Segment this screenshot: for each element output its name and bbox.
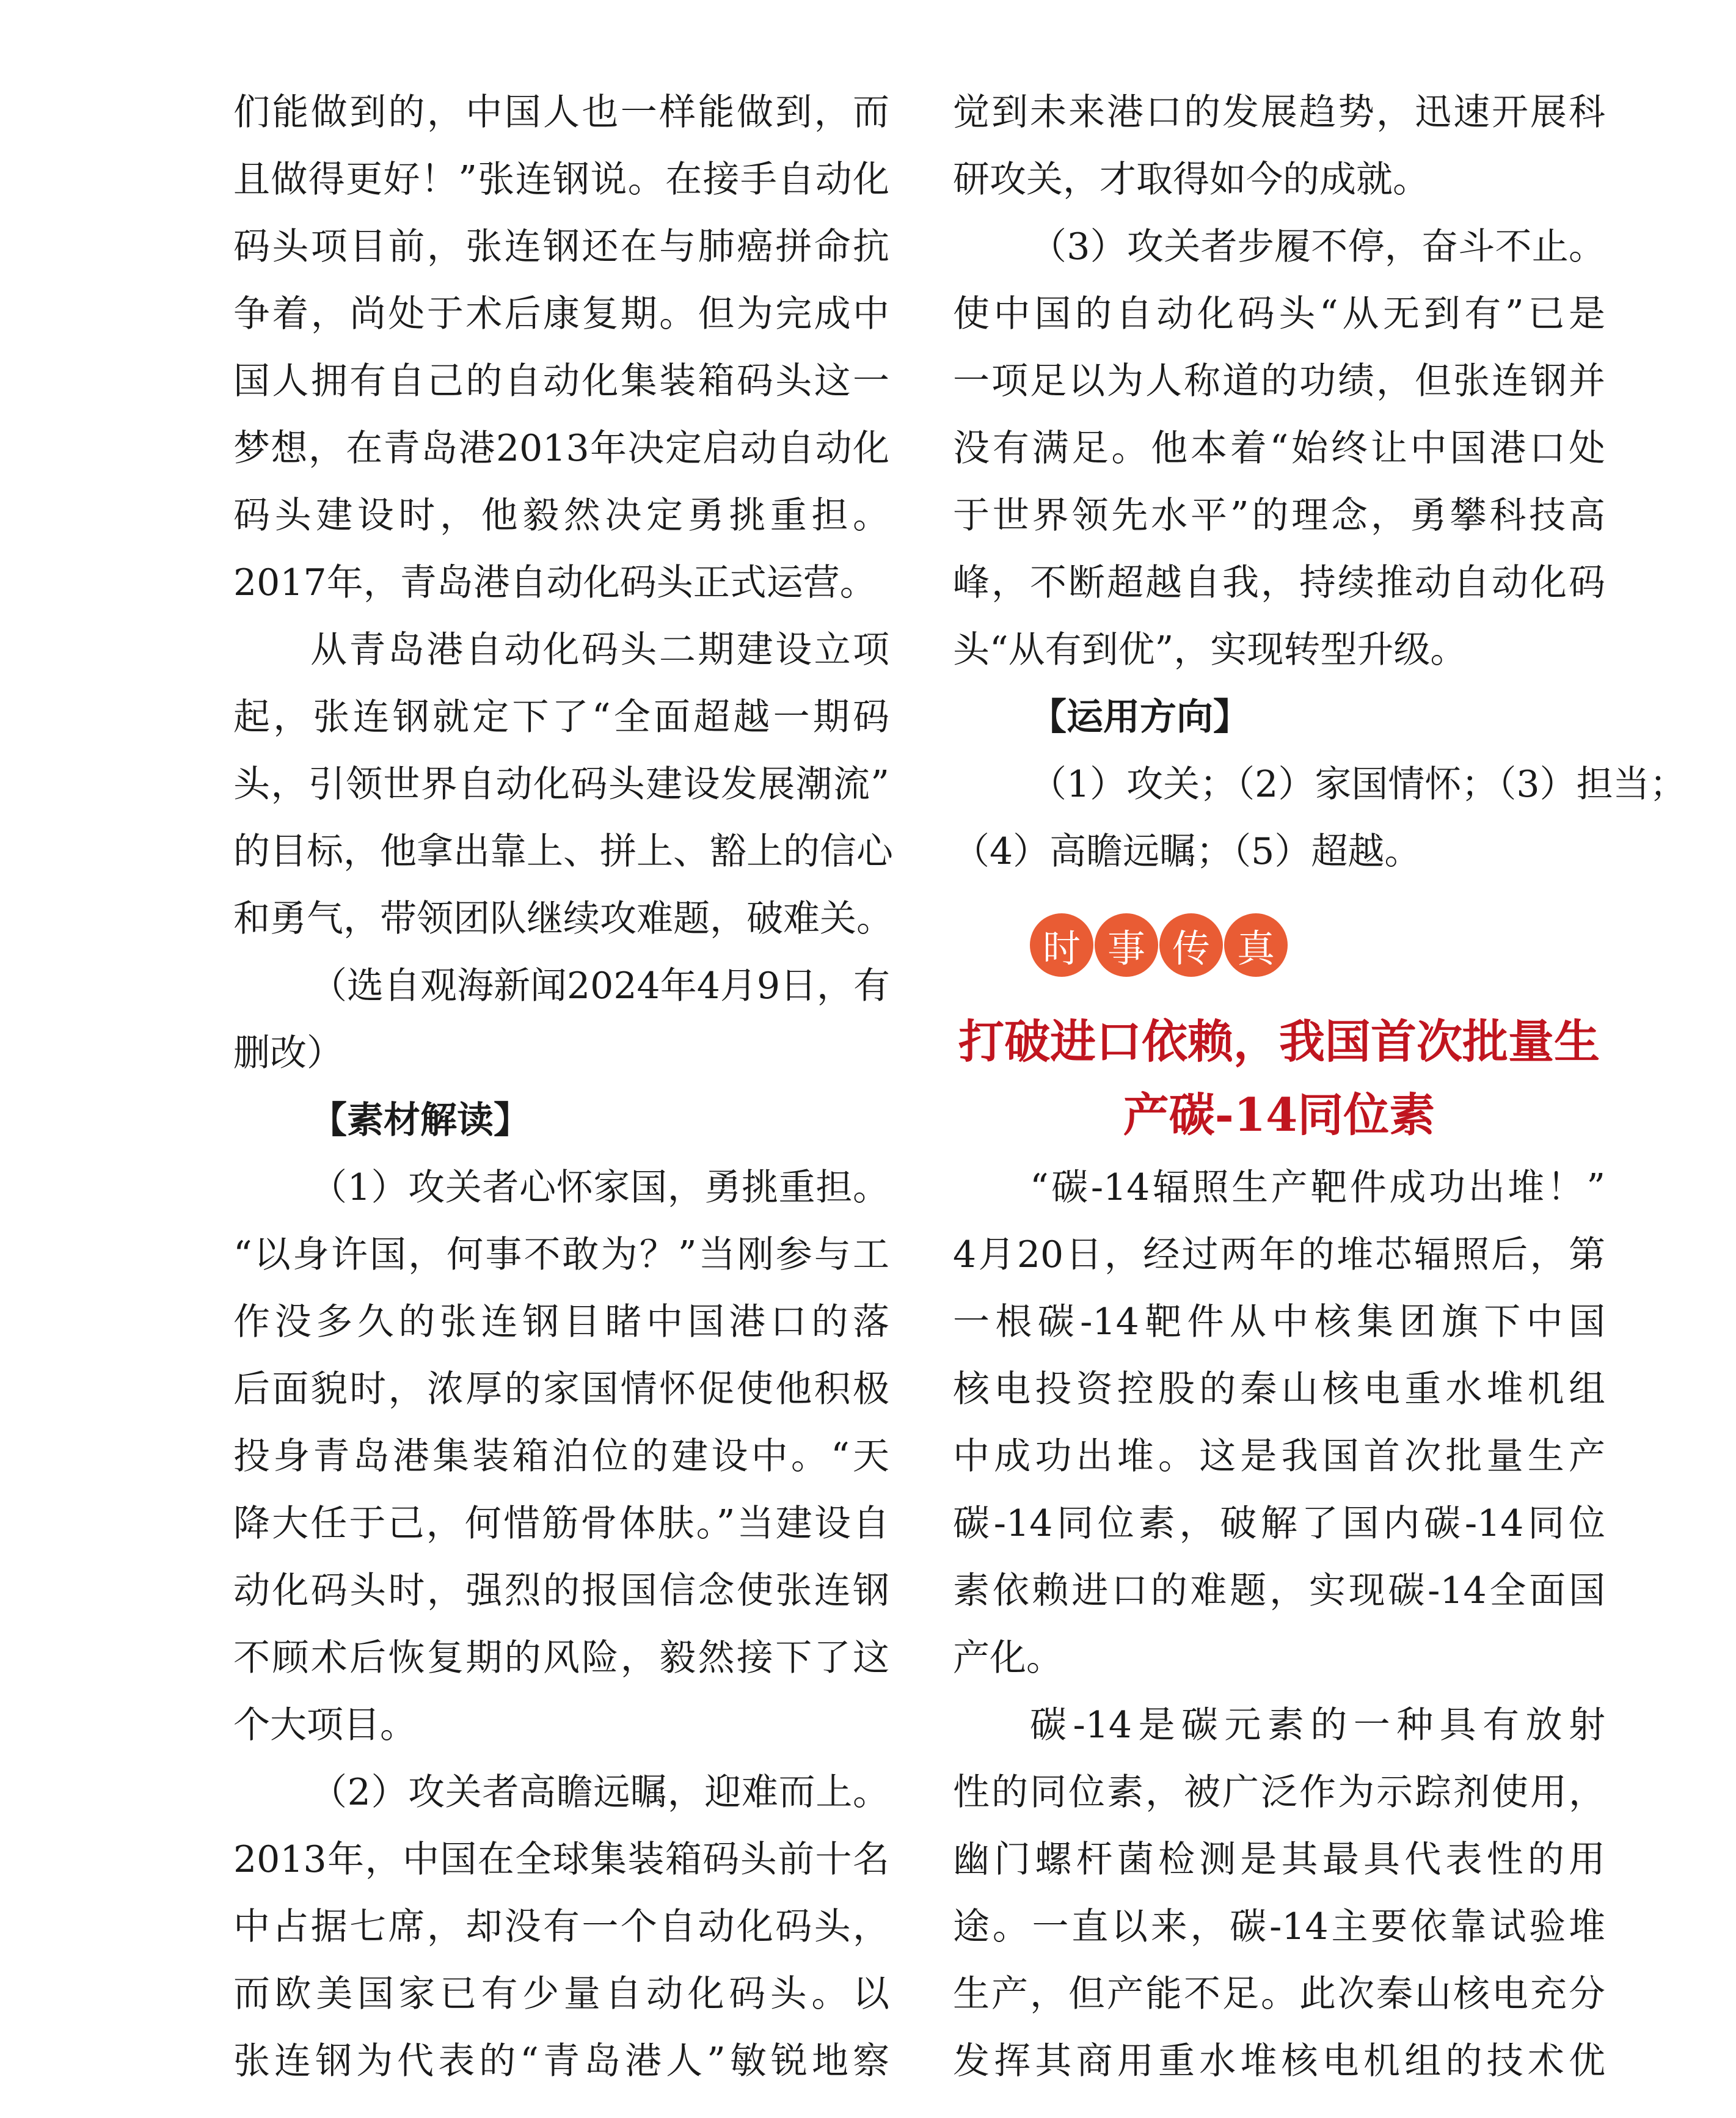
text-line: 从青岛港自动化码头二期建设立项: [310, 629, 889, 671]
text-line: 性的同位素，被广泛作为示踪剂使用，: [953, 1771, 1605, 1814]
text-line: 4月20日，经过两年的堆芯辐照后，第: [953, 1233, 1605, 1276]
text-line: “以身许国，何事不敢为？”当刚参与工: [233, 1233, 889, 1276]
text-line: 峰，不断超越自我，持续推动自动化码: [953, 561, 1605, 604]
text-line: 起，张连钢就定下了“全面超越一期码: [233, 696, 889, 739]
text-line: 产化。: [953, 1637, 1063, 1679]
text-line: 中成功出堆。这是我国首次批量生产: [953, 1435, 1605, 1478]
news-title-line-2: 产碳-14同位素: [1123, 1088, 1435, 1142]
text-line: 发挥其商用重水堆核电机组的技术优: [953, 2040, 1605, 2083]
text-line: 争着，尚处于术后康复期。但为完成中: [233, 293, 889, 335]
text-line: 2017年，青岛港自动化码头正式运营。: [233, 561, 877, 604]
badge-char: 事: [1095, 913, 1158, 977]
text-line: 和勇气，带领团队继续攻难题，破难关。: [233, 897, 893, 940]
text-line: 一根碳-14靶件从中核集团旗下中国: [953, 1301, 1605, 1343]
text-line: 2013年，中国在全球集装箱码头前十名: [233, 1838, 889, 1881]
text-line: 们能做到的，中国人也一样能做到，而: [233, 91, 889, 134]
text-line: 国人拥有自己的自动化集装箱码头这一: [233, 360, 889, 403]
text-line: 后面貌时，浓厚的家国情怀促使他积极: [233, 1368, 889, 1411]
text-line: 幽门螺杆菌检测是其最具代表性的用: [953, 1838, 1605, 1881]
badge-char: 真: [1224, 913, 1288, 977]
text-line: 没有满足。他本着“始终让中国港口处: [953, 427, 1605, 470]
text-line: 而欧美国家已有少量自动化码头。以: [233, 1973, 889, 2015]
badge-char: 传: [1159, 913, 1223, 977]
text-line: 梦想，在青岛港2013年决定启动自动化: [233, 427, 889, 470]
text-line: 码头项目前，张连钢还在与肺癌拼命抗: [233, 225, 889, 268]
text-line: （2）攻关者高瞻远瞩，迎难而上。: [310, 1771, 889, 1814]
text-line: （选自观海新闻2024年4月9日，有: [310, 965, 891, 1007]
section-heading: 【素材解读】: [310, 1099, 530, 1142]
text-line: 删改）: [233, 1032, 343, 1075]
text-line: 投身青岛港集装箱泊位的建设中。“天: [233, 1435, 889, 1478]
text-line: 素依赖进口的难题，实现碳-14全面国: [953, 1569, 1605, 1612]
text-line: 不顾术后恢复期的风险，毅然接下了这: [233, 1637, 889, 1679]
text-line: 动化码头时，强烈的报国信念使张连钢: [233, 1569, 889, 1612]
text-line: 觉到未来港口的发展趋势，迅速开展科: [953, 91, 1605, 134]
text-line: （1）攻关者心怀家国，勇挑重担。: [310, 1166, 889, 1209]
text-line: （1）攻关；（2）家国情怀；（3）担当；: [1030, 763, 1687, 806]
text-line: 于世界领先水平”的理念，勇攀科技高: [953, 494, 1605, 537]
text-line: “碳-14辐照生产靶件成功出堆！”: [1030, 1166, 1605, 1209]
text-line: 使中国的自动化码头“从无到有”已是: [953, 293, 1605, 335]
text-line: 碳-14是碳元素的一种具有放射: [1030, 1704, 1605, 1747]
text-line: 核电投资控股的秦山核电重水堆机组: [953, 1368, 1605, 1411]
text-line: 作没多久的张连钢目睹中国港口的落: [233, 1301, 889, 1343]
text-line: 碳-14同位素，破解了国内碳-14同位: [953, 1502, 1605, 1545]
text-line: 途。一直以来，碳-14主要依靠试验堆: [953, 1905, 1605, 1948]
section-badge-shishi-chuanzhen: [1030, 913, 1289, 977]
text-line: 头，引领世界自动化码头建设发展潮流”: [233, 763, 889, 806]
text-line: 的目标，他拿出靠上、拼上、豁上的信心: [233, 830, 893, 873]
text-line: 一项足以为人称道的功绩，但张连钢并: [953, 360, 1605, 403]
badge-char: 时: [1030, 913, 1093, 977]
text-line: 中占据七席，却没有一个自动化码头，: [233, 1905, 889, 1948]
text-line: （4）高瞻远瞩；（5）超越。: [953, 830, 1421, 873]
text-line: 头“从有到优”，实现转型升级。: [953, 629, 1467, 671]
section-heading: 【运用方向】: [1030, 696, 1250, 739]
text-line: 研攻关，才取得如今的成就。: [953, 158, 1429, 201]
text-line: 个大项目。: [233, 1704, 417, 1747]
text-line: 张连钢为代表的“青岛港人”敏锐地察: [233, 2040, 889, 2083]
text-line: 生产，但产能不足。此次秦山核电充分: [953, 1973, 1605, 2015]
news-title-line-1: 打破进口依赖，我国首次批量生: [958, 1015, 1600, 1068]
text-line: 码头建设时，他毅然决定勇挑重担。: [233, 494, 889, 537]
text-line: （3）攻关者步履不停，奋斗不止。: [1030, 225, 1605, 268]
text-line: 降大任于己，何惜筋骨体肤。”当建设自: [233, 1502, 889, 1545]
text-line: 且做得更好！”张连钢说。在接手自动化: [233, 158, 889, 201]
